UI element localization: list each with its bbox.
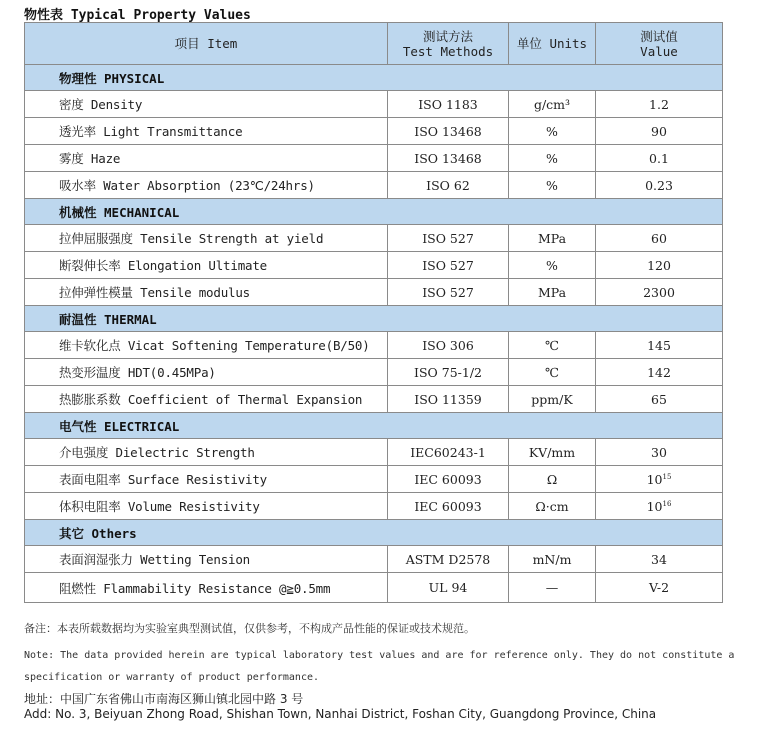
value: V-2 (596, 573, 723, 603)
test-method: ISO 75-1/2 (388, 359, 509, 386)
unit: Ω (509, 466, 596, 493)
test-method: ISO 13468 (388, 118, 509, 145)
table-row (25, 172, 723, 199)
section-row (25, 65, 723, 91)
test-method: ISO 62 (388, 172, 509, 199)
test-method: ISO 11359 (388, 386, 509, 413)
value: 1.2 (596, 91, 723, 118)
table-row (25, 118, 723, 145)
address-english: Add: No. 3, Beiyuan Zhong Road, Shishan Town, Nanhai District, Foshan City, Guangdong Province, China (24, 707, 657, 721)
property-name: 雾度 Haze (25, 145, 388, 172)
test-method: IEC 60093 (388, 493, 509, 520)
note-english: Note: The data provided herein are typical laboratory test values and are for reference only. They do not constitute a specification or warranty of product performance. (24, 650, 735, 683)
section-mechanical: 机械性 MECHANICAL (25, 199, 723, 225)
unit: g/cm³ (509, 91, 596, 118)
value-exponent: 15 (662, 472, 672, 481)
value: 120 (596, 252, 723, 279)
value-exponent: 16 (662, 499, 672, 508)
test-method: ISO 527 (388, 279, 509, 306)
unit: MPa (509, 279, 596, 306)
unit: % (509, 118, 596, 145)
unit: MPa (509, 225, 596, 252)
section-row (25, 520, 723, 546)
unit: mN/m (509, 546, 596, 573)
table-row (25, 225, 723, 252)
unit: — (509, 573, 596, 603)
table-row (25, 91, 723, 118)
property-name: 拉伸屈服强度 Tensile Strength at yield (25, 225, 388, 252)
test-method: ISO 527 (388, 225, 509, 252)
table-row (25, 279, 723, 306)
property-name: 拉伸弹性模量 Tensile modulus (25, 279, 388, 306)
value (596, 493, 723, 520)
header-method-cn: 测试方法 (422, 28, 473, 44)
test-method: ASTM D2578 (388, 546, 509, 573)
table-row (25, 359, 723, 386)
property-name: 吸水率 Water Absorption (23℃/24hrs) (25, 172, 388, 199)
property-name: 热变形温度 HDT(0.45MPa) (25, 359, 388, 386)
section-row (25, 199, 723, 225)
test-method: UL 94 (388, 573, 509, 603)
table-row (25, 252, 723, 279)
property-name: 透光率 Light Transmittance (25, 118, 388, 145)
value: 145 (596, 332, 723, 359)
test-method: ISO 527 (388, 252, 509, 279)
value: 60 (596, 225, 723, 252)
value: 30 (596, 439, 723, 466)
property-name: 表面润湿张力 Wetting Tension (25, 546, 388, 573)
header-method-en: Test Methods (402, 43, 494, 59)
header-value (596, 23, 723, 65)
section-row (25, 413, 723, 439)
unit: ℃ (509, 332, 596, 359)
value: 65 (596, 386, 723, 413)
section-physical: 物理性 PHYSICAL (25, 65, 723, 91)
unit: ℃ (509, 359, 596, 386)
value: 0.1 (596, 145, 723, 172)
header-unit: 单位 Units (509, 23, 596, 65)
table-row (25, 145, 723, 172)
unit: ppm/K (509, 386, 596, 413)
page-title: 物性表 Typical Property Values (24, 8, 251, 23)
header-item: 项目 Item (25, 23, 388, 65)
header-row (25, 23, 723, 65)
table-row (25, 573, 723, 603)
address-chinese: 地址：中国广东省佛山市南海区狮山镇北园中路 3 号 (24, 692, 304, 706)
test-method: IEC60243-1 (388, 439, 509, 466)
value-base: 10 (646, 498, 663, 514)
note-chinese: 备注：本表所载数据均为实验室典型测试值，仅供参考，不构成产品性能的保证或技术规范。 (24, 622, 475, 635)
test-method: ISO 306 (388, 332, 509, 359)
property-name: 断裂伸长率 Elongation Ultimate (25, 252, 388, 279)
value-base: 10 (646, 471, 663, 487)
unit: % (509, 145, 596, 172)
unit: % (509, 252, 596, 279)
property-table (24, 22, 723, 603)
section-others: 其它 Others (25, 520, 723, 546)
test-method: ISO 13468 (388, 145, 509, 172)
header-value-cn: 测试值 (640, 28, 678, 44)
unit: Ω·cm (509, 493, 596, 520)
property-name: 体积电阻率 Volume Resistivity (25, 493, 388, 520)
test-method: IEC 60093 (388, 466, 509, 493)
section-row (25, 306, 723, 332)
unit: % (509, 172, 596, 199)
value: 142 (596, 359, 723, 386)
table-row (25, 386, 723, 413)
table-row (25, 466, 723, 493)
unit: KV/mm (509, 439, 596, 466)
value: 34 (596, 546, 723, 573)
property-name: 介电强度 Dielectric Strength (25, 439, 388, 466)
header-method (388, 23, 509, 65)
value: 90 (596, 118, 723, 145)
table-row (25, 332, 723, 359)
value: 0.23 (596, 172, 723, 199)
property-name: 维卡软化点 Vicat Softening Temperature(B/50) (25, 332, 388, 359)
table-row (25, 439, 723, 466)
section-electrical: 电气性 ELECTRICAL (25, 413, 723, 439)
value (596, 466, 723, 493)
table-row (25, 493, 723, 520)
header-value-en: Value (640, 43, 678, 59)
test-method: ISO 1183 (388, 91, 509, 118)
table-row (25, 546, 723, 573)
property-name: 密度 Density (25, 91, 388, 118)
property-name: 阻燃性 Flammability Resistance @≧0.5mm (25, 573, 388, 603)
property-name: 表面电阻率 Surface Resistivity (25, 466, 388, 493)
property-name: 热膨胀系数 Coefficient of Thermal Expansion (25, 386, 388, 413)
section-thermal: 耐温性 THERMAL (25, 306, 723, 332)
value: 2300 (596, 279, 723, 306)
